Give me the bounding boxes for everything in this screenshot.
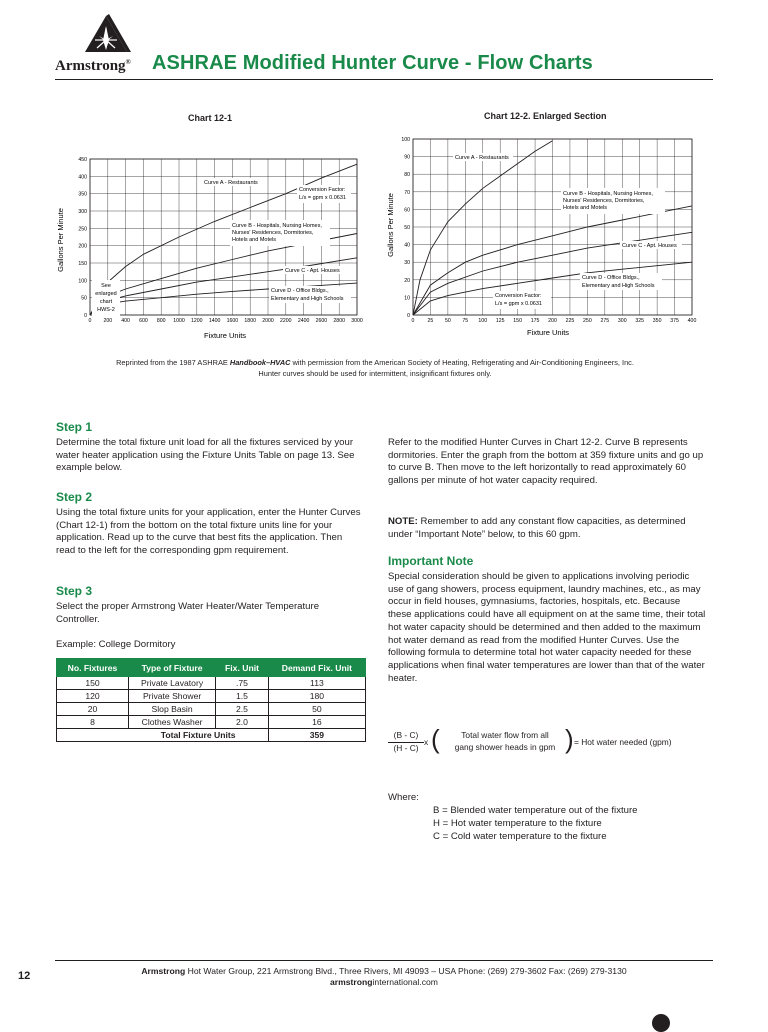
chart2-conv-2: L/s = gpm x 0.0631 — [495, 301, 542, 307]
footer-web-rest: international.com — [372, 977, 438, 987]
c1-x-tick-label: 0 — [88, 318, 92, 324]
table-row — [57, 703, 366, 716]
c2-x-tick-label: 25 — [427, 318, 434, 324]
where-c: C = Cold water temperature to the fixture — [433, 831, 607, 842]
step3-heading: Step 3 — [56, 584, 93, 598]
c1-y-tick-label: 150 — [78, 261, 87, 267]
c1-x-tick-label: 800 — [156, 318, 166, 324]
c2-x-tick-label: 75 — [462, 318, 469, 324]
c1-x-tick-label: 2400 — [297, 318, 310, 324]
corner-mark-icon — [652, 1014, 670, 1032]
c2-x-tick-label: 200 — [548, 318, 557, 324]
chart2-curve-d-2: Elementary and High Schools — [582, 283, 655, 289]
c2-y-tick-label: 100 — [401, 137, 410, 143]
c2-y-tick-label: 50 — [404, 225, 410, 231]
important-note-heading: Important Note — [388, 554, 474, 568]
formula-times: x — [424, 737, 429, 747]
cell: 50 — [268, 703, 365, 716]
c2-x-tick-label: 225 — [565, 318, 575, 324]
chart1-see-1: See — [101, 283, 111, 289]
c1-y-tick-label: 250 — [78, 226, 87, 233]
c2-x-tick-label: 125 — [495, 318, 505, 324]
footer-web-bold: armstrong — [330, 977, 373, 987]
table-total-row — [57, 729, 366, 742]
c2-y-tick-label: 0 — [407, 313, 410, 319]
formula-numerator: (B - C) — [393, 730, 419, 740]
c2-y-tick-label: 60 — [404, 207, 410, 214]
chart2-ylabel: Gallons Per Minute — [386, 193, 395, 257]
cell: Slop Basin — [128, 703, 215, 716]
formula-paren-right: ) — [565, 724, 574, 754]
chart2-curve-a-label: Curve A - Restaurants — [455, 155, 509, 161]
cell: Private Lavatory — [128, 677, 215, 690]
c1-x-tick-label: 400 — [121, 318, 130, 324]
chart2-curve-b-1: Curve B - Hospitals, Nursing Homes, — [563, 191, 653, 197]
cell: .75 — [216, 677, 269, 690]
c2-y-tick-label: 70 — [404, 189, 410, 196]
c1-y-tick-label: 200 — [78, 243, 87, 250]
chart1-xlabel: Fixture Units — [203, 331, 247, 340]
c2-x-tick-label: 300 — [617, 318, 627, 324]
table-row — [57, 716, 366, 729]
c2-x-tick-label: 100 — [478, 318, 488, 324]
table-row — [57, 690, 366, 703]
chart1-see-3: chart — [99, 299, 113, 305]
formula-denominator: (H - C) — [388, 742, 424, 753]
total-label: Total Fixture Units — [128, 729, 268, 742]
step2-heading: Step 2 — [56, 490, 93, 504]
c2-y-tick-label: 40 — [404, 242, 410, 249]
cell: 20 — [57, 703, 129, 716]
chart-12-1 — [55, 150, 370, 345]
footer-brand: Armstrong — [141, 966, 186, 976]
c2-y-tick-label: 90 — [404, 154, 410, 161]
c2-x-tick-label: 50 — [444, 318, 451, 324]
chart1-curve-b-3: Hotels and Motels — [232, 237, 277, 243]
th-type: Type of Fixture — [128, 659, 215, 677]
c2-x-tick-label: 0 — [411, 318, 415, 324]
c1-x-tick-label: 1400 — [208, 318, 221, 324]
chart1-curve-d-2: Elementary and High Schools — [271, 296, 344, 302]
cell: 2.5 — [216, 703, 269, 716]
c2-x-tick-label: 375 — [670, 318, 679, 324]
chart2-title: Chart 12-2. Enlarged Section — [484, 111, 607, 121]
c1-x-tick-label: 2600 — [315, 318, 328, 324]
chart1-curve-a-label: Curve A - Restaurants — [204, 180, 258, 186]
c2-x-tick-label: 275 — [600, 318, 610, 324]
header-rule — [55, 79, 713, 80]
c1-y-tick-label: 450 — [78, 157, 87, 163]
c1-x-tick-label: 3000 — [351, 318, 363, 324]
footer — [60, 966, 708, 988]
cell — [57, 729, 129, 742]
cell: 113 — [268, 677, 365, 690]
step2-text: Using the total fixture units for your application, enter the Hunter Curves (Chart 12-1) from the bottom on the total fixture units line for your application. Read up to the curve that best fits the application. Then read to the left for the corresponding gpm requirement. — [56, 507, 361, 557]
chart2-curve-b-2: Nurses' Residences, Dormitories, — [563, 198, 645, 204]
footer-address: Hot Water Group, 221 Armstrong Blvd., Three Rivers, MI 49093 – USA Phone: (269) 279-3602 Fax: (269) 279-3130 — [185, 966, 627, 976]
c1-x-tick-label: 1000 — [173, 318, 185, 324]
c2-x-tick-label: 150 — [513, 318, 522, 324]
c2-y-tick-label: 30 — [404, 260, 410, 267]
cell: 180 — [268, 690, 365, 703]
c1-x-tick-label: 600 — [139, 318, 148, 324]
c1-x-tick-label: 2200 — [280, 318, 292, 324]
step3-text: Select the proper Armstrong Water Heater/Water Temperature Controller. — [56, 601, 320, 625]
formula-inner-2: gang shower heads in gpm — [454, 742, 556, 752]
c2-x-tick-label: 250 — [583, 318, 592, 324]
chart2-curve-c-label: Curve C - Apt. Houses — [622, 243, 677, 249]
cell: 2.0 — [216, 716, 269, 729]
c1-x-tick-label: 1600 — [226, 318, 239, 324]
c1-x-tick-label: 2800 — [333, 318, 345, 324]
logo-wordmark: Armstrong® — [55, 58, 131, 74]
c1-y-tick-label: 400 — [78, 174, 87, 181]
c2-x-tick-label: 325 — [635, 318, 645, 324]
cell: 8 — [57, 716, 129, 729]
th-fix-unit: Fix. Unit — [216, 659, 269, 677]
chart1-see-4: HWS-2 — [97, 307, 115, 313]
chart-12-2 — [385, 133, 705, 343]
where-label: Where: — [388, 792, 419, 803]
c2-y-tick-label: 80 — [404, 172, 410, 179]
formula-paren-left: ( — [431, 724, 440, 754]
c1-y-tick-label: 350 — [78, 191, 87, 198]
c2-y-tick-label: 10 — [404, 295, 410, 302]
chart2-curve-b-3: Hotels and Motels — [563, 205, 608, 211]
cell: 16 — [268, 716, 365, 729]
where-h: H = Hot water temperature to the fixture — [433, 818, 602, 829]
footer-rule — [55, 960, 713, 961]
fixture-table — [56, 658, 366, 742]
chart2-curve-d-1: Curve D - Office Bldgs., — [582, 275, 640, 281]
cell: 1.5 — [216, 690, 269, 703]
chart1-title: Chart 12-1 — [188, 113, 233, 123]
step1-text: Determine the total fixture unit load for all the fixtures serviced by your water heater application using the Fixture Units Table on page 13. See example below. — [56, 437, 355, 474]
armstrong-logo-icon — [73, 14, 139, 60]
cell: Private Shower — [128, 690, 215, 703]
hot-water-formula — [388, 724, 718, 760]
chart-reading-text: Refer to the modified Hunter Curves in Chart 12-2. Curve B represents dormitories. Enter the graph from the bottom at 359 fixture units and go up to curve B. Then move to the left horizontally to read approximately 60 gallons per minute of hot water capacity required. — [388, 437, 704, 487]
where-b: B = Blended water temperature out of the fixture — [433, 805, 638, 816]
c1-x-tick-label: 1800 — [244, 318, 256, 324]
page-number: 12 — [18, 970, 31, 982]
example-label: Example: College Dormitory — [56, 639, 176, 650]
c2-x-tick-label: 175 — [530, 318, 540, 324]
c1-y-tick-label: 0 — [84, 313, 87, 319]
c1-x-tick-label: 200 — [103, 318, 113, 324]
important-note-text: Special consideration should be given to applications involving periodic use of gang showers, process equipment, laundry machines, etc., as may occur in field houses, gymnasiums, factories, hospitals, etc. Because these applications could have all equipment on at the same time, their total hot water capacity should be determined and then added to the maximum hot water demand as read from the modified Hunter Curves. Use the following formula to determine total hot water capacity needed for these applications when final water temperatures are lower than that of the water heater. — [388, 571, 706, 684]
c1-x-tick-label: 1200 — [191, 318, 203, 324]
c1-y-tick-label: 50 — [81, 295, 87, 302]
table-row — [57, 677, 366, 690]
chart2-xlabel: Fixture Units — [526, 328, 570, 337]
formula-result: = Hot water needed (gpm) — [574, 737, 672, 747]
step1-heading: Step 1 — [56, 420, 93, 434]
cell: 150 — [57, 677, 129, 690]
c2-x-tick-label: 400 — [687, 318, 697, 324]
chart1-conv-2: L/s = gpm x 0.0631 — [299, 195, 346, 201]
page-title: ASHRAE Modified Hunter Curve - Flow Charts — [152, 52, 593, 74]
chart1-see-2: enlarged — [95, 291, 117, 297]
c2-y-tick-label: 20 — [404, 277, 410, 284]
chart1-curve-b-1: Curve B - Hospitals, Nursing Homes, — [232, 223, 322, 229]
cell: Clothes Washer — [128, 716, 215, 729]
chart1-curve-b-2: Nurses' Residences, Dormitories, — [232, 230, 314, 236]
c2-x-tick-label: 350 — [652, 318, 662, 324]
th-no-fixtures: No. Fixtures — [57, 659, 129, 677]
chart2-conv-1: Conversion Factor: — [495, 293, 542, 299]
chart-caption: Reprinted from the 1987 ASHRAE Handbook–HVAC with permission from the American Society of Heating, Refrigerating and Air-Conditioning Engineers, Inc. Hunter curves should be used for intermittent, insignificant fixtures only. — [116, 358, 634, 378]
c1-y-tick-label: 100 — [78, 278, 87, 285]
total-value: 359 — [268, 729, 365, 742]
c1-x-tick-label: 2000 — [262, 318, 274, 324]
note-text: NOTE: Remember to add any constant flow capacities, as determined under “Important Note” below, to this 60 gpm. — [388, 516, 686, 540]
chart1-conv-1: Conversion Factor: — [299, 187, 346, 193]
chart1-curve-d-1: Curve D - Office Bldgs., — [271, 288, 329, 294]
c1-y-tick-label: 300 — [78, 209, 87, 215]
formula-inner-1: Total water flow from all — [461, 730, 549, 740]
chart1-curve-c-label: Curve C - Apt. Houses — [285, 268, 340, 274]
chart1-ylabel: Gallons Per Minute — [56, 208, 65, 272]
th-demand: Demand Fix. Unit — [268, 659, 365, 677]
cell: 120 — [57, 690, 129, 703]
